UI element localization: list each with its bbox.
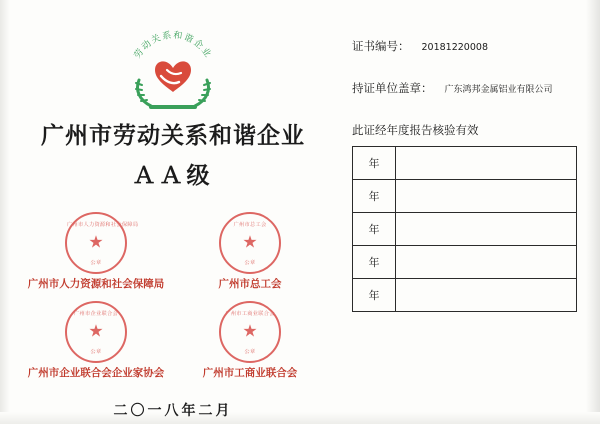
star-icon: ★: [88, 321, 104, 342]
star-icon: ★: [88, 232, 104, 253]
star-icon: ★: [242, 321, 258, 342]
year-cell: 年: [353, 246, 396, 279]
emblem-logo: [121, 30, 225, 114]
seal-enterprise-confederation: [27, 301, 165, 380]
seal-human-resources-bureau: [27, 212, 165, 291]
year-cell: 年: [353, 147, 396, 180]
table-row: [353, 279, 577, 312]
page-edge-right: [586, 0, 600, 424]
issue-date: 二〇一八年二月: [113, 402, 233, 419]
table-row: [353, 246, 577, 279]
certificate-number-row: [352, 38, 574, 54]
certificate-grade: ＡＡ级: [132, 162, 214, 189]
certificate-number-value: 20181220008: [421, 42, 488, 53]
certificate-left-panel: [18, 30, 328, 420]
verification-entry-cell[interactable]: [396, 279, 577, 312]
verification-entry-cell[interactable]: [396, 213, 577, 246]
seal-row-2: [18, 301, 328, 380]
seal-stamp: 广州市工商业联合会 ★ 公章: [219, 301, 281, 363]
verify-note: 此证经年度报告核验有效: [352, 123, 479, 137]
verification-entry-cell[interactable]: [396, 246, 577, 279]
verification-entry-cell[interactable]: [396, 180, 577, 213]
year-cell: 年: [353, 279, 396, 312]
year-cell: 年: [353, 180, 396, 213]
page-edge-left: [0, 0, 10, 424]
holder-unit-row: [352, 80, 574, 96]
seal-caption: 广州市工商业联合会: [202, 366, 298, 379]
seal-row-1: [18, 212, 328, 291]
svg-text:劳动关系和谐企业: 劳动关系和谐企业: [132, 30, 214, 61]
star-icon: ★: [242, 232, 258, 253]
seal-caption: 广州市企业联合会企业家协会: [27, 366, 165, 379]
seal-stamp: 广州市总工会 ★ 公章: [219, 212, 281, 274]
seal-stamp: 广州市企业联合会 ★ 公章: [65, 301, 127, 363]
seal-federation-of-industry-and-commerce: [184, 301, 316, 380]
seal-stamp: 广州市人力资源和社会保障局 ★ 公章: [65, 212, 127, 274]
table-row: [353, 213, 577, 246]
seal-federation-of-trade-unions: [184, 212, 316, 291]
annual-verification-table: [352, 146, 577, 312]
seal-caption: 广州市总工会: [218, 277, 282, 290]
year-cell: 年: [353, 213, 396, 246]
table-row: [353, 180, 577, 213]
holder-unit-label: 持证单位盖章：: [352, 81, 433, 95]
certificate-right-panel: [352, 38, 574, 312]
seal-caption: 广州市人力资源和社会保障局: [27, 277, 165, 290]
verification-entry-cell[interactable]: [396, 147, 577, 180]
certificate-title: 广州市劳动关系和谐企业: [41, 123, 305, 149]
certificate-number-label: 证书编号：: [352, 39, 410, 53]
holder-unit-value: 广东鸿邦金属铝业有限公司: [444, 85, 553, 95]
seals-group: [18, 212, 328, 380]
table-row: [353, 147, 577, 180]
